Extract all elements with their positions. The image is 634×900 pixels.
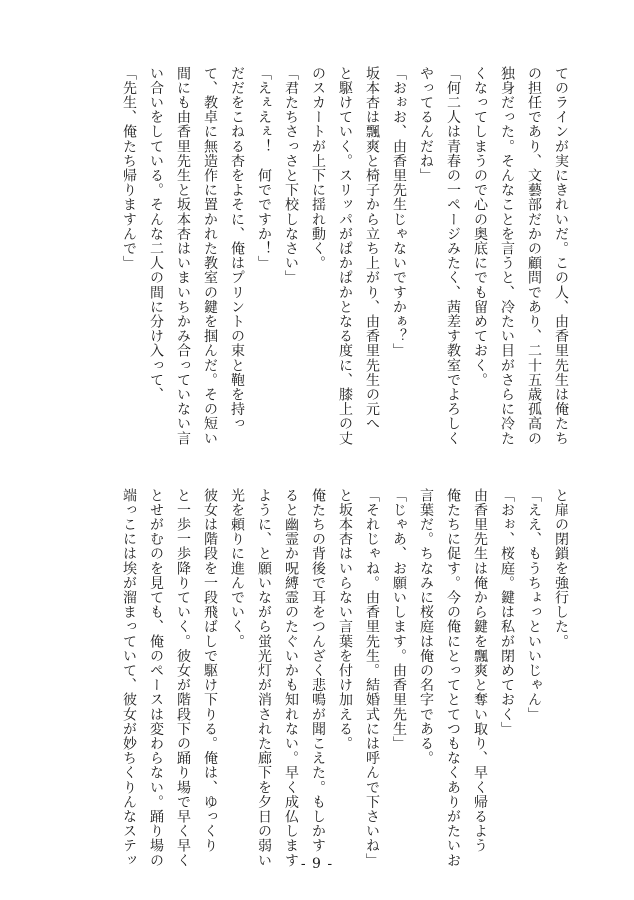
text-line: 「おぉお、由香里先生じゃないですかぁ？」 xyxy=(391,66,407,358)
text-line: くなってしまうので心の奥底にでも留めておく。 xyxy=(472,66,488,388)
text-line: 俺たちに促す。今の俺にとってとてつもなくありがたいお xyxy=(445,488,461,868)
text-line: 「おぉ、桜庭。鍵は私が閉めておく」 xyxy=(499,488,515,737)
text-line: とせがむのを見ても、俺のペースは変わらない。踊り場の xyxy=(148,488,164,868)
text-line: 「何二人は青春の一ページみたく、茜差す教室でよろしく xyxy=(445,66,461,446)
text-line: やってるんだね」 xyxy=(418,66,434,183)
text-block-bottom xyxy=(54,488,574,868)
text-line: 「ええ、もうちょっといいじゃん」 xyxy=(526,488,542,722)
text-line: だだをこねる杏をよそに、俺はプリントの束と鞄を持っ xyxy=(229,66,245,431)
text-block-top xyxy=(54,66,574,446)
text-line: と坂本杏はいらない言葉を付け加える。 xyxy=(337,488,353,751)
page-number: - 9 - xyxy=(300,856,334,872)
text-line: 「先生、俺たち帰りますんで」 xyxy=(121,66,137,271)
text-line: 独身だった。そんなことを言うと、冷たい目がさらに冷た xyxy=(499,66,515,446)
text-line: 端っこには埃が溜まっていて、彼女が妙ちくりんなステッ xyxy=(121,488,137,868)
text-line: と一歩一歩降りていく。彼女が階段下の踊り場で早く早く xyxy=(175,488,191,868)
text-line: 間にも由香里先生と坂本杏はいまいちかみ合っていない言 xyxy=(175,66,191,446)
text-line: 俺たちの背後で耳をつんざく悲鳴が聞こえた。もしかす xyxy=(310,488,326,853)
text-line: の担任であり、文藝部だかの顧問であり、二十五歳孤高の xyxy=(526,66,542,446)
text-line: 言葉だ。ちなみに桜庭は俺の名字である。 xyxy=(418,488,434,766)
text-line: と駆けていく。スリッパがぱかぱかとなる度に、膝上の丈 xyxy=(337,66,353,446)
text-line: ように、と願いながら蛍光灯が消された廊下を夕日の弱い xyxy=(256,488,272,868)
text-line: 坂本杏は飄爽と椅子から立ち上がり、由香里先生の元へ xyxy=(364,66,380,431)
text-line: 「じゃあ、お願いします。由香里先生」 xyxy=(391,488,407,751)
text-line: 光を頼りに進んでいく。 xyxy=(229,488,245,649)
text-line: 「えぇえぇ！ 何でですか！」 xyxy=(256,66,272,271)
text-line: 「君たちさっさと下校しなさい」 xyxy=(283,66,299,285)
text-line: と扉の閉鎖を強行した。 xyxy=(553,488,569,649)
text-line: 由香里先生は俺から鍵を飄爽と奪い取り、早く帰るよう xyxy=(472,488,488,853)
text-line: 彼女は階段を一段飛ばしで駆け下りる。俺は、ゆっくり xyxy=(202,488,218,853)
text-line: てのラインが実にきれいだ。この人、由香里先生は俺たち xyxy=(553,66,569,446)
text-line: て、教卓に無造作に置かれた教室の鍵を掴んだ。その短い xyxy=(202,66,218,446)
text-line: ると幽霊か呪縛霊のたぐいかも知れない。早く成仏します xyxy=(283,488,299,868)
text-line: い合いをしている。そんな二人の間に分け入って、 xyxy=(148,66,164,402)
text-line: 「それじゃね。由香里先生。結婚式には呼んで下さいね」 xyxy=(364,488,380,868)
text-line: のスカートが上下に揺れ動く。 xyxy=(310,66,326,271)
